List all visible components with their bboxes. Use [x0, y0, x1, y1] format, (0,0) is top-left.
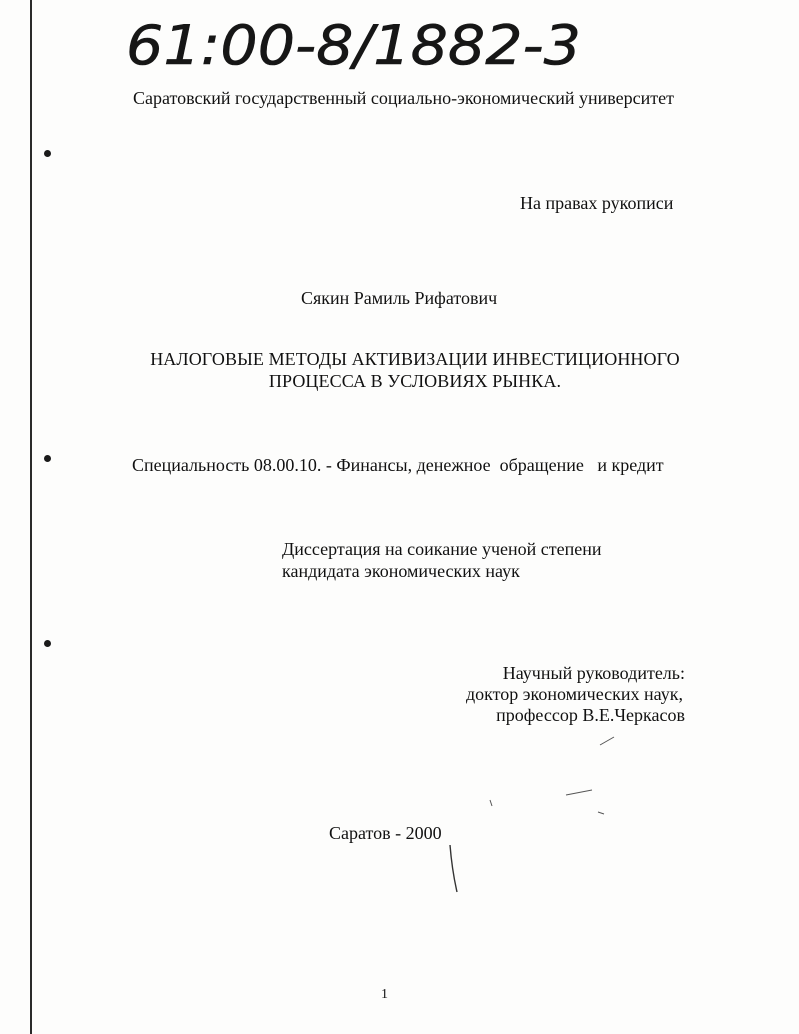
degree-line: кандидата экономических наук: [282, 561, 520, 581]
archive-code-drawing: [122, 0, 592, 90]
archive-code-handwritten: [122, 0, 592, 90]
pencil-mark: [490, 800, 492, 806]
supervisor-block: [466, 663, 685, 726]
dissertation-title: [120, 348, 710, 392]
degree-statement: [282, 538, 601, 582]
punch-hole-mark: [44, 640, 51, 647]
rights-note: На правах рукописи: [520, 193, 674, 213]
punch-hole-mark: [44, 150, 51, 157]
specialty-line: Специальность 08.00.10. - Финансы, денежное обращение и кредит: [132, 455, 664, 475]
page-number: 1: [381, 987, 388, 1002]
degree-line: Диссертация на соикание ученой степени: [282, 539, 602, 559]
archive-code-text: 61:00-8/1882-3: [126, 14, 581, 77]
supervisor-line: Научный руководитель:: [502, 663, 685, 683]
city-year: Саратов - 2000: [329, 823, 442, 843]
title-line: НАЛОГОВЫЕ МЕТОДЫ АКТИВИЗАЦИИ ИНВЕСТИЦИОННОГО: [150, 349, 680, 369]
university-name: Саратовский государственный социально-экономический университет: [133, 88, 674, 108]
pencil-mark: [600, 737, 614, 745]
scan-edge-line: [30, 0, 32, 1034]
supervisor-line: профессор В.Е.Черкасов: [496, 705, 685, 725]
pencil-mark: [598, 812, 604, 814]
pencil-mark: [566, 790, 592, 795]
author-name: Сякин Рамиль Рифатович: [301, 288, 498, 308]
pencil-mark: [450, 845, 457, 892]
supervisor-line: доктор экономических наук,: [466, 684, 683, 704]
title-line: ПРОЦЕССА В УСЛОВИЯХ РЫНКА.: [268, 371, 562, 391]
punch-hole-mark: [44, 455, 51, 462]
